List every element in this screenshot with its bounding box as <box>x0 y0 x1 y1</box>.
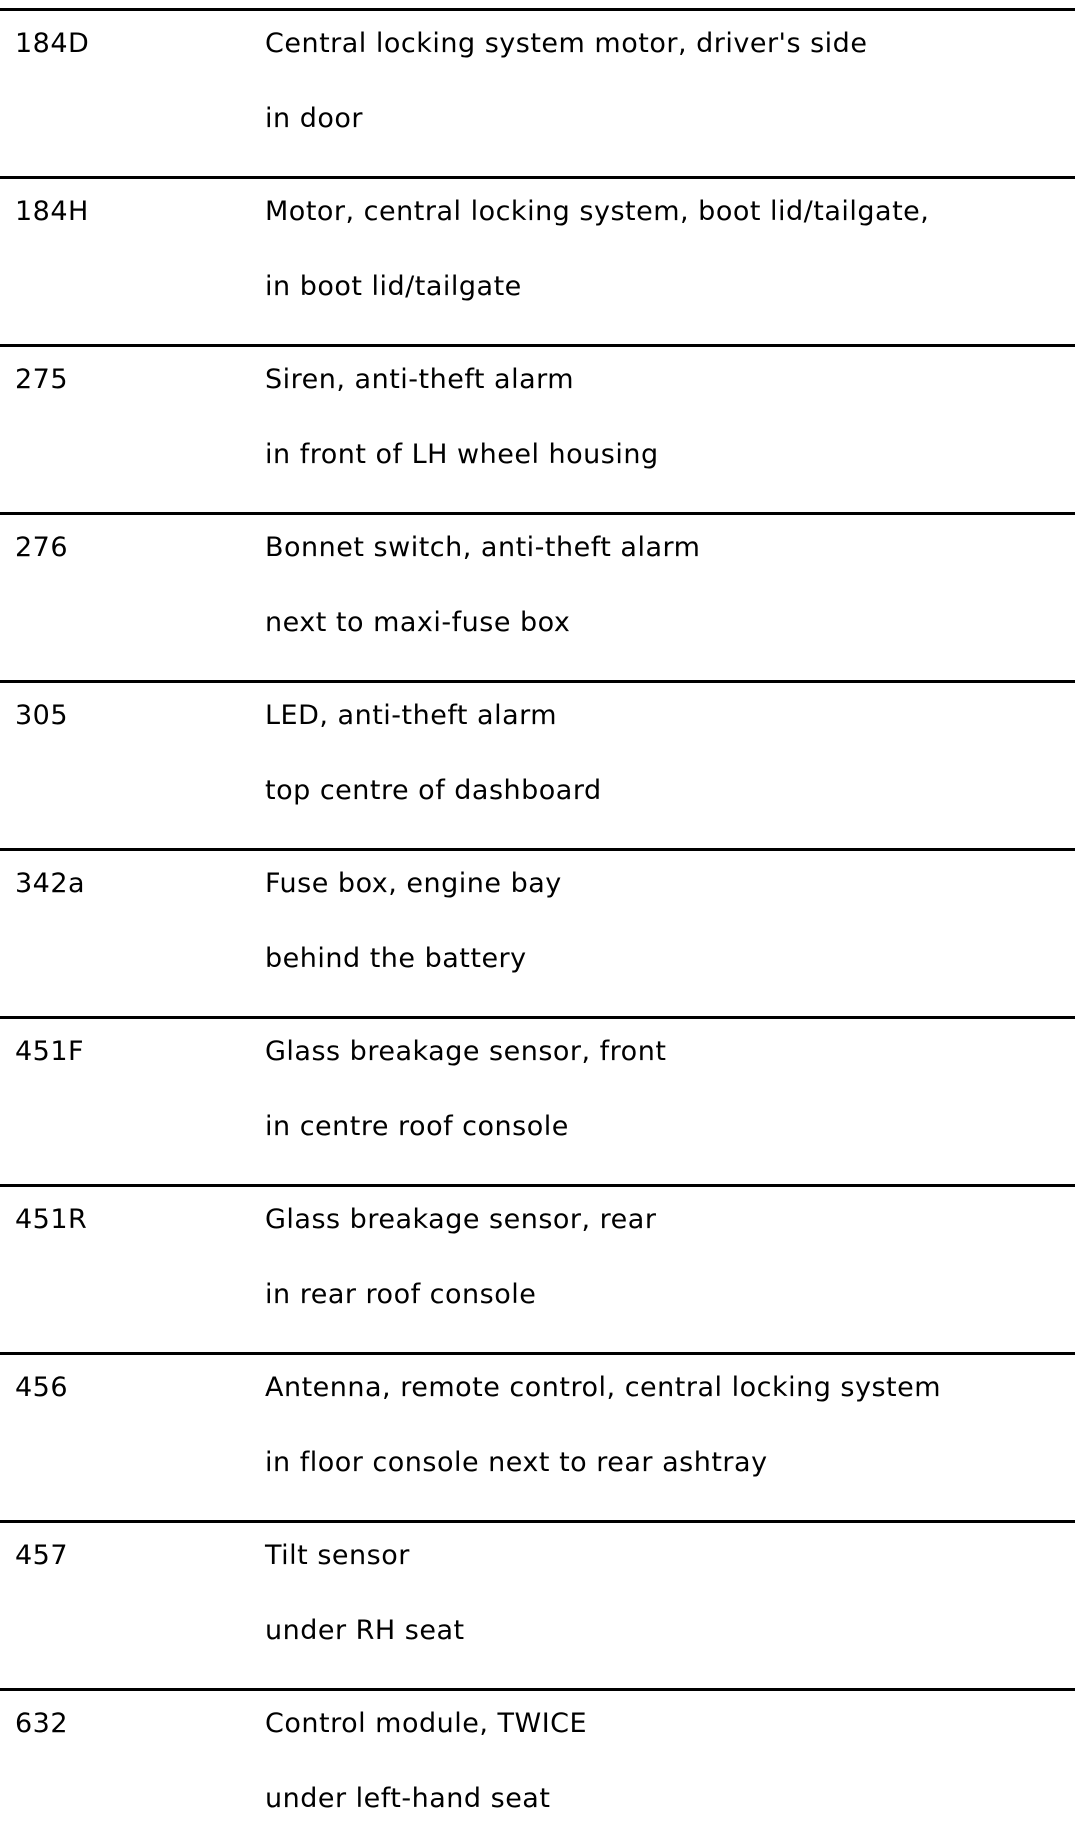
component-code: 451R <box>15 1204 88 1235</box>
table-row <box>0 848 1088 1016</box>
row-divider <box>0 1688 1075 1691</box>
component-location: in centre roof console <box>265 1111 569 1142</box>
component-code: 184H <box>15 196 89 227</box>
row-divider <box>0 848 1075 851</box>
component-description: Control module, TWICE <box>265 1708 588 1739</box>
table-row <box>0 680 1088 848</box>
table-row <box>0 8 1088 176</box>
component-code: 451F <box>15 1036 85 1067</box>
row-divider <box>0 1016 1075 1019</box>
row-divider <box>0 1352 1075 1355</box>
component-description: Central locking system motor, driver's side <box>265 28 868 59</box>
table-row <box>0 1688 1088 1828</box>
component-description: Glass breakage sensor, rear <box>265 1204 657 1235</box>
table-row <box>0 1352 1088 1520</box>
row-divider <box>0 1184 1075 1187</box>
component-code: 457 <box>15 1540 69 1571</box>
component-location: under RH seat <box>265 1615 465 1646</box>
table-row <box>0 512 1088 680</box>
table-row <box>0 1016 1088 1184</box>
row-divider <box>0 344 1075 347</box>
component-location: behind the battery <box>265 943 527 974</box>
component-code: 276 <box>15 532 69 563</box>
component-location: in front of LH wheel housing <box>265 439 659 470</box>
component-code: 275 <box>15 364 69 395</box>
table-row <box>0 1520 1088 1688</box>
component-location: in door <box>265 103 363 134</box>
component-code: 456 <box>15 1372 69 1403</box>
row-divider <box>0 8 1075 11</box>
component-description: LED, anti-theft alarm <box>265 700 558 731</box>
component-code: 342a <box>15 868 86 899</box>
table-row <box>0 1184 1088 1352</box>
row-divider <box>0 176 1075 179</box>
component-description: Tilt sensor <box>265 1540 410 1571</box>
component-location: in floor console next to rear ashtray <box>265 1447 768 1478</box>
component-location: in boot lid/tailgate <box>265 271 522 302</box>
row-divider <box>0 512 1075 515</box>
component-location: under left-hand seat <box>265 1783 551 1814</box>
row-divider <box>0 1520 1075 1523</box>
component-code: 632 <box>15 1708 69 1739</box>
component-location: next to maxi-fuse box <box>265 607 571 638</box>
component-description: Siren, anti-theft alarm <box>265 364 575 395</box>
component-description: Antenna, remote control, central locking system <box>265 1372 942 1403</box>
component-code: 184D <box>15 28 90 59</box>
table-row <box>0 176 1088 344</box>
component-location: top centre of dashboard <box>265 775 602 806</box>
row-divider <box>0 680 1075 683</box>
component-description: Motor, central locking system, boot lid/tailgate, <box>265 196 930 227</box>
component-description: Bonnet switch, anti-theft alarm <box>265 532 701 563</box>
table-row <box>0 344 1088 512</box>
component-description: Glass breakage sensor, front <box>265 1036 667 1067</box>
component-code: 305 <box>15 700 69 731</box>
component-location: in rear roof console <box>265 1279 537 1310</box>
component-description: Fuse box, engine bay <box>265 868 562 899</box>
